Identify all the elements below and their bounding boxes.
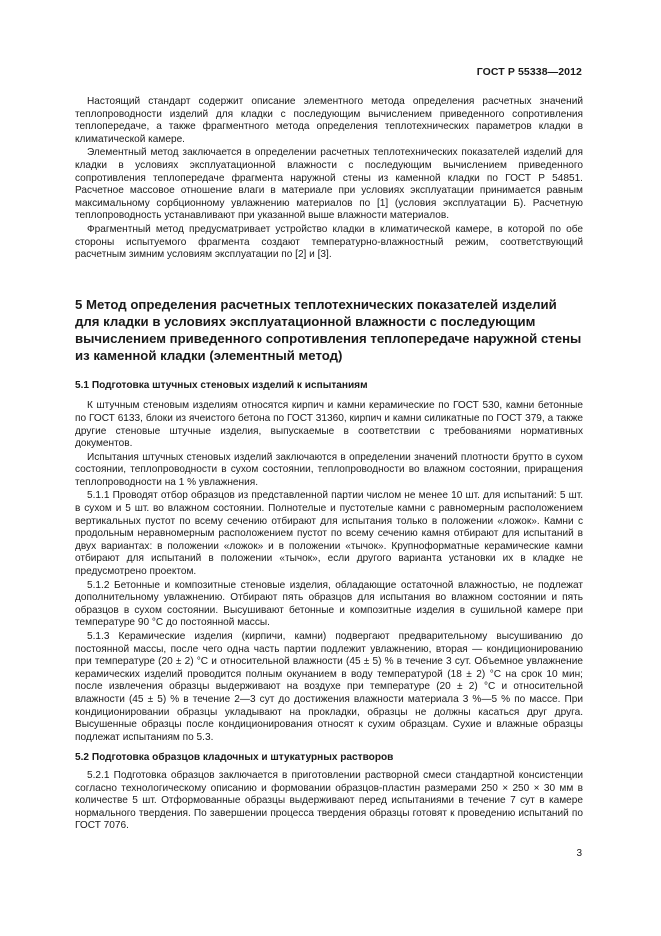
subsection-5-2-heading: 5.2 Подготовка образцов кладочных и штукатурных растворов xyxy=(75,752,394,764)
subsection-5-1-heading: 5.1 Подготовка штучных стеновых изделий к испытаниям xyxy=(75,379,368,391)
section-5-heading: 5 Метод определения расчетных теплотехнических показателей изделий для кладки в условиях эксплуатационной влажности с последующим вычислением приведенного сопротивления теплопередаче наружной стены из каменной кладки (элементный метод) xyxy=(75,296,582,363)
intro-paragraph: Элементный метод заключается в определении расчетных теплотехнических показателей изделий для кладки в условиях эксплуатационной влажности с последующим вычислением приведенного сопротивления теплопередаче фрагмента наружной стены из каменной кладки по ГОСТ Р 54851. Расчетное массовое отношение влаги в материале при условиях эксплуатации принимается равным максимальному сорбционному увлажнению материалов по [1] (условия эксплуатации Б). Расчетную теплопроводность устанавливают при указанной выше влажности материалов. xyxy=(75,147,583,222)
page-content xyxy=(75,96,583,834)
page-number: 3 xyxy=(576,848,582,859)
body-paragraph: К штучным стеновым изделиям относятся кирпич и камни керамические по ГОСТ 530, камни бетонные по ГОСТ 6133, блоки из ячеистого бетона по ГОСТ 31360, кирпич и камни силикатные по ГОСТ 379, а также другие стеновые штучные изделия, выпускаемые в соответствии с требованиями нормативных документов. xyxy=(75,400,583,450)
document-code-header: ГОСТ Р 55338—2012 xyxy=(476,66,582,78)
clause-5-1-2: 5.1.2 Бетонные и композитные стеновые изделия, обладающие остаточной влажностью, не подлежат дополнительному увлажнению. Отбирают пять образцов для испытания во влажном состоянии и пять образцов в сухом состоянии. Высушивают бетонные и композитные изделия в сушильной камере при температуре 90 °С до постоянной массы. xyxy=(75,579,583,629)
body-paragraph: Испытания штучных стеновых изделий заключаются в определении значений плотности брутто в сухом состоянии, теплопроводности в сухом состоянии, теплопроводности во влажном состоянии, приращения теплопроводности на 1 % увлажнения. xyxy=(75,451,583,488)
intro-paragraph: Настоящий стандарт содержит описание элементного метода определения расчетных значений теплопроводности изделий для кладки с последующим вычислением приведенного сопротивления теплопередаче, а также фрагментного метода определения теплотехнических параметров кладки в климатической камере. xyxy=(75,96,583,145)
intro-paragraph: Фрагментный метод предусматривает устройство кладки в климатической камере, в которой по обе стороны испытуемого фрагмента создают температурно-влажностный режим, соответствующий расчетным зимним условиям эксплуатации по [2] и [3]. xyxy=(75,223,583,261)
clause-5-1-3: 5.1.3 Керамические изделия (кирпичи, камни) подвергают предварительному высушиванию до постоянной массы, после чего одна часть партии подлежит увлажнению, вторая — кондиционированию при температуре (20 ± 2) °С и относительной влажности (45 ± 5) % в течение 3 сут. Объемное увлажнение керамических изделий проводится полным окунанием в воду температурой (18 ± 2) °С на срок 10 мин; после извлечения образцы выдерживают на воздухе при температуре (20 ± 2) °С и относительной влажности (45 ± 5) % в течение 2—3 сут до достижения влажности материала 3 %—5 % по массе. При кондиционировании образцы укладывают на прокладки, образцы не должны касаться друг друга. Высушенные образцы после кондиционирования относят к сухим образцам. Сухие и влажные образцы подлежат испытаниям по 5.3. xyxy=(75,631,583,743)
clause-5-1-1: 5.1.1 Проводят отбор образцов из представленной партии числом не менее 10 шт. для испытаний: 5 шт. в сухом и 5 шт. во влажном состоянии. Полнотелые и пустотелые камни с равномерным расположением вертикальных пустот по всему сечению отбирают для испытания только в положении «ложок». Камни с продольным неравномерным расположением пустот по всему сечению камня отбирают для испытаний в двух вариантах: в положении «ложок» и в положении «тычок». Крупноформатные керамические камни отбирают для испытаний в положении «тычок», если другого варианта установки их в кладке не предусмотрено проектом. xyxy=(75,490,583,578)
clause-5-2-1: 5.2.1 Подготовка образцов заключается в приготовлении растворной смеси стандартной консистенции согласно технологическому описанию и формовании образцов-пластин размерами 250 × 250 × 30 мм в количестве 5 шт. Отформованные образцы выдерживают перед испытаниями в течение 7 сут в камере нормального твердения. По завершении процесса твердения образцы готовят к проведению испытаний по ГОСТ 7076. xyxy=(75,769,583,832)
